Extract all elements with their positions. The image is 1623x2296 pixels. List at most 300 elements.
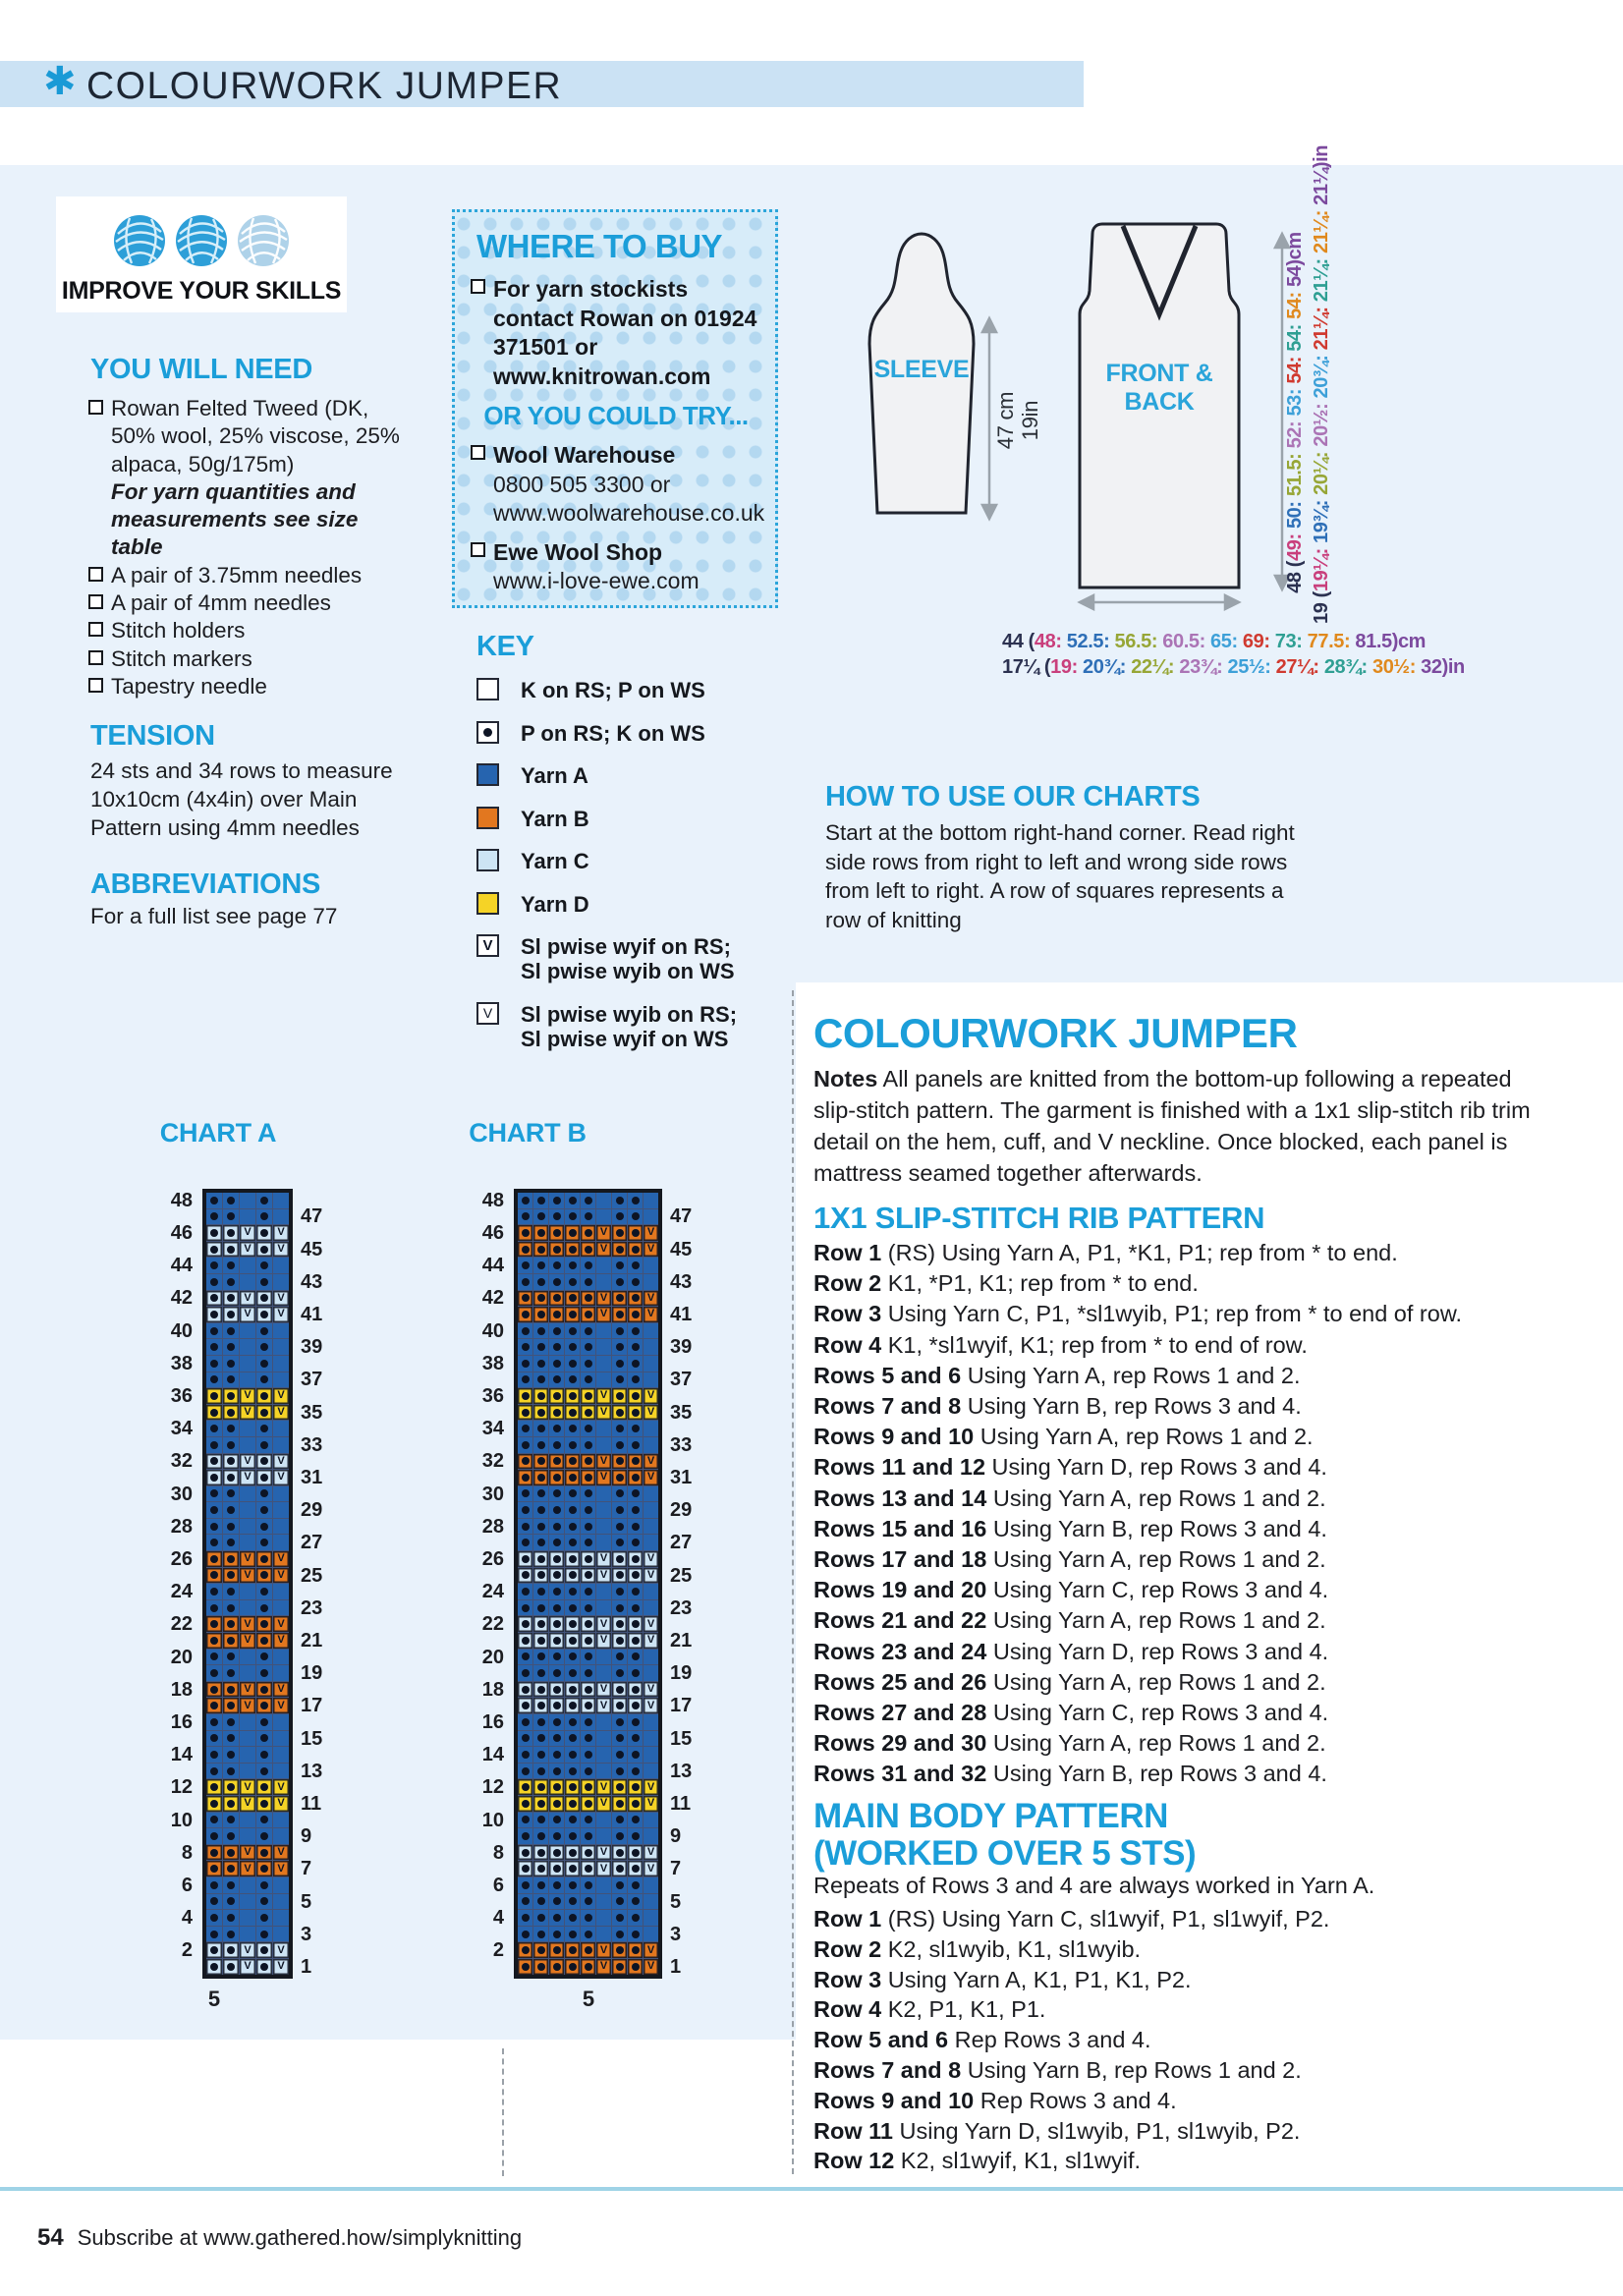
checkbox-icon [88, 622, 103, 637]
purl-dot-glyph [585, 1588, 592, 1596]
slip-v-glyph: V [244, 1780, 252, 1793]
chart-row-number: 33 [670, 1433, 693, 1456]
chart-cell [612, 1731, 627, 1747]
chart-cell [206, 1388, 222, 1404]
purl-dot-glyph [632, 1571, 640, 1579]
purl-dot-glyph [210, 1327, 218, 1335]
chart-cell [612, 1927, 627, 1942]
chart-cell [223, 1845, 239, 1861]
chart-cell [240, 1519, 255, 1535]
pattern-row-text: K2, sl1wyib, K1, sl1wyib. [881, 1935, 1142, 1962]
chart-cell [223, 1242, 239, 1258]
chart-cell [223, 1942, 239, 1958]
checklist-item-text: Stitch holders [111, 618, 246, 644]
purl-dot-glyph [616, 1212, 624, 1220]
purl-dot-glyph [227, 1212, 235, 1220]
chart-cell [549, 1796, 564, 1812]
purl-dot-glyph [569, 1457, 577, 1465]
chart-cell [518, 1682, 532, 1698]
purl-dot-glyph [210, 1800, 218, 1808]
chart-cell [596, 1519, 611, 1535]
chart-cell [549, 1388, 564, 1404]
chart-cell [549, 1323, 564, 1339]
purl-dot-glyph [569, 1489, 577, 1497]
chart-cell [596, 1682, 611, 1698]
chart-row-number: 19 [301, 1662, 323, 1685]
purl-dot-glyph [537, 1702, 545, 1709]
purl-dot-glyph [210, 1865, 218, 1873]
pattern-row [813, 1361, 1560, 1391]
pattern-row [813, 1575, 1560, 1605]
purl-dot-glyph [210, 1832, 218, 1840]
purl-dot-glyph [260, 1914, 268, 1922]
purl-dot-glyph [585, 1702, 592, 1709]
purl-dot-glyph [569, 1734, 577, 1742]
chart-cell [628, 1877, 643, 1893]
pattern-row-label: Row 3 [813, 1966, 882, 1992]
slip-v-glyph: V [277, 1617, 285, 1630]
chart-cell [533, 1225, 548, 1241]
chart-cell [628, 1356, 643, 1372]
chart-cell [206, 1747, 222, 1763]
slip-v-glyph: V [599, 1226, 608, 1239]
pattern-row [813, 2055, 1560, 2086]
chart-cell [273, 1682, 289, 1698]
chart-row-number: 20 [170, 1646, 193, 1668]
purl-dot-glyph [553, 1261, 561, 1269]
chart-cell [240, 1568, 255, 1584]
chart-row-number: 26 [481, 1548, 504, 1570]
purl-dot-glyph [553, 1523, 561, 1531]
purl-dot-glyph [210, 1931, 218, 1938]
purl-dot-glyph [569, 1849, 577, 1857]
chart-cell [644, 1877, 658, 1893]
slip-v-glyph: V [646, 1862, 655, 1875]
purl-dot-glyph [632, 1327, 640, 1335]
chart-cell [644, 1193, 658, 1208]
chart-cell [612, 1813, 627, 1828]
purl-dot-glyph [227, 1229, 235, 1237]
chart-cell [581, 1372, 595, 1388]
chart-cell [206, 1339, 222, 1355]
purl-dot-glyph [632, 1229, 640, 1237]
chart-cell [223, 1519, 239, 1535]
chart-cell [596, 1714, 611, 1730]
pattern-row-label: Row 11 [813, 2117, 893, 2144]
chart-cell [273, 1731, 289, 1747]
chart-cell [565, 1828, 580, 1844]
chart-cell [612, 1437, 627, 1453]
chart-cell [256, 1813, 272, 1828]
purl-dot-glyph [522, 1360, 530, 1368]
chart-cell [565, 1616, 580, 1632]
chart-row-number: 27 [301, 1532, 323, 1554]
chart-cell [533, 1291, 548, 1307]
chart-cell [628, 1437, 643, 1453]
purl-dot-glyph [585, 1637, 592, 1645]
chart-cell [273, 1584, 289, 1599]
size-token: 48: [1034, 631, 1067, 652]
chart-cell [644, 1388, 658, 1404]
chart-cell [273, 1242, 289, 1258]
shops-list [471, 441, 765, 596]
slip-v-glyph: V [599, 1683, 608, 1696]
chart-cell [628, 1291, 643, 1307]
size-token: 53: [1284, 383, 1306, 417]
purl-dot-glyph [632, 1278, 640, 1286]
chart-cell [628, 1650, 643, 1665]
chart-cell [206, 1568, 222, 1584]
purl-dot-glyph [537, 1311, 545, 1318]
purl-dot-glyph [537, 1294, 545, 1302]
purl-dot-glyph [585, 1229, 592, 1237]
purl-dot-glyph [553, 1718, 561, 1726]
chart-cell [256, 1927, 272, 1942]
purl-dot-glyph [632, 1751, 640, 1759]
chart-cell [549, 1470, 564, 1485]
chart-row-number: 25 [670, 1564, 693, 1587]
purl-dot-glyph [260, 1261, 268, 1269]
chart-cell [612, 1551, 627, 1567]
chart-cell [518, 1242, 532, 1258]
pattern-row [813, 1904, 1560, 1934]
purl-dot-glyph [585, 1946, 592, 1954]
size-token: 56.5: [1114, 631, 1163, 652]
slip-v-glyph: V [646, 1291, 655, 1304]
purl-dot-glyph [616, 1914, 624, 1922]
chart-row-number: 29 [670, 1499, 693, 1522]
chart-row-number: 6 [181, 1875, 193, 1896]
chart-cell [240, 1747, 255, 1763]
chart-cell [273, 1959, 289, 1975]
slip-v-glyph: V [599, 1568, 608, 1581]
purl-dot-glyph [632, 1474, 640, 1482]
chart-cell [518, 1779, 532, 1795]
purl-dot-glyph [553, 1555, 561, 1563]
size-token: 32)in [1421, 656, 1465, 678]
chart-cell [256, 1323, 272, 1339]
chart-cell [581, 1747, 595, 1763]
chart-cell [628, 1486, 643, 1502]
main-body-heading [813, 1798, 1196, 1873]
slip-v-glyph: V [599, 1617, 608, 1630]
pattern-row-label: Rows 21 and 22 [813, 1607, 987, 1634]
purl-dot-glyph [569, 1702, 577, 1709]
chart-cell [549, 1225, 564, 1241]
purl-dot-glyph [569, 1783, 577, 1791]
key-entry-label [521, 678, 705, 702]
purl-dot-glyph [522, 1816, 530, 1823]
key-label-line: Sl pwise wyib on WS [521, 959, 735, 983]
chart-cell [533, 1193, 548, 1208]
purl-dot-glyph [616, 1963, 624, 1971]
chart-cell [256, 1388, 272, 1404]
chart-cell [581, 1258, 595, 1273]
key-label-line: Yarn D [521, 891, 589, 917]
chart-cell [273, 1291, 289, 1307]
purl-dot-glyph [585, 1278, 592, 1286]
chart-cell [581, 1421, 595, 1436]
pattern-row-label: Row 2 [813, 1935, 882, 1962]
chart-cell [223, 1551, 239, 1567]
chart-cell [533, 1584, 548, 1599]
purl-dot-glyph [522, 1897, 530, 1905]
chart-b-title: CHART B [469, 1118, 587, 1148]
chart-cell [644, 1682, 658, 1698]
chart-cell [533, 1616, 548, 1632]
chart-cell [581, 1454, 595, 1470]
purl-dot-glyph [260, 1523, 268, 1531]
chart-cell [273, 1307, 289, 1322]
key-entry [476, 721, 801, 746]
purl-dot-glyph [260, 1783, 268, 1791]
purl-dot-glyph [210, 1783, 218, 1791]
purl-dot-glyph [210, 1637, 218, 1645]
chart-cell [518, 1764, 532, 1779]
chart-cell [223, 1356, 239, 1372]
chart-cell [596, 1274, 611, 1290]
chart-cell [565, 1242, 580, 1258]
purl-dot-glyph [632, 1425, 640, 1432]
pattern-row-text: Using Yarn C, rep Rows 3 and 4. [986, 1700, 1329, 1726]
purl-dot-glyph [585, 1474, 592, 1482]
chart-cell [518, 1193, 532, 1208]
pattern-row-text: Using Yarn B, rep Rows 3 and 4. [961, 1393, 1302, 1420]
purl-dot-glyph [227, 1816, 235, 1823]
chart-row-number: 18 [170, 1678, 193, 1701]
chart-cell [628, 1861, 643, 1876]
chart-row-number: 28 [481, 1515, 504, 1538]
key-entry [476, 849, 801, 873]
dot-glyph [483, 728, 492, 737]
chart-cell [533, 1861, 548, 1876]
chart-cell [273, 1274, 289, 1290]
purl-dot-glyph [227, 1197, 235, 1204]
purl-dot-glyph [260, 1702, 268, 1709]
chart-cell [628, 1959, 643, 1975]
purl-dot-glyph [210, 1375, 218, 1383]
chart-cell [612, 1568, 627, 1584]
chart-cell [206, 1894, 222, 1910]
chart-cell [612, 1405, 627, 1421]
chart-cell [644, 1894, 658, 1910]
chart-row-number: 10 [481, 1809, 504, 1831]
purl-dot-glyph [537, 1278, 545, 1286]
yarn-a-icon [476, 763, 499, 786]
chart-cell [596, 1731, 611, 1747]
slip-v-glyph: V [244, 1943, 252, 1956]
purl-dot-glyph [585, 1767, 592, 1775]
purl-dot-glyph [227, 1946, 235, 1954]
shop-item [471, 441, 761, 471]
chart-cell [581, 1779, 595, 1795]
chart-cell [612, 1959, 627, 1975]
chart-row-number: 13 [670, 1760, 693, 1782]
pattern-row [813, 1637, 1560, 1667]
chart-cell [518, 1616, 532, 1632]
chart-cell [612, 1796, 627, 1812]
chart-cell [518, 1796, 532, 1812]
chart-cell [581, 1405, 595, 1421]
checklist-item [88, 645, 403, 673]
purl-dot-glyph [522, 1620, 530, 1628]
purl-dot-glyph [260, 1294, 268, 1302]
chart-cell [206, 1209, 222, 1225]
purl-dot-glyph [227, 1425, 235, 1432]
chart-cell [549, 1437, 564, 1453]
purl-dot-glyph [537, 1620, 545, 1628]
purl-dot-glyph [537, 1555, 545, 1563]
chart-cell [533, 1650, 548, 1665]
chart-cell [223, 1616, 239, 1632]
chart-cell [612, 1421, 627, 1436]
chart-row-number: 4 [492, 1907, 504, 1930]
chart-cell [644, 1339, 658, 1355]
chart-row-number: 5 [301, 1890, 312, 1913]
chart-cell [533, 1339, 548, 1355]
chart-cell [565, 1650, 580, 1665]
checkbox-icon [88, 400, 103, 415]
chart-row-number: 12 [481, 1776, 504, 1799]
size-token: 48 ( [1284, 560, 1306, 593]
pattern-row-text: (RS) Using Yarn A, P1, *K1, P1; rep from * to end. [881, 1240, 1398, 1265]
purl-dot-glyph [537, 1360, 545, 1368]
chart-cell [206, 1633, 222, 1649]
size-token: 69: [1242, 631, 1275, 652]
chart-row-number: 22 [481, 1613, 504, 1636]
chart-cell [596, 1796, 611, 1812]
purl-dot-glyph [632, 1832, 640, 1840]
chart-cell [581, 1682, 595, 1698]
chart-row-number: 15 [301, 1727, 323, 1750]
chart-cell [612, 1714, 627, 1730]
chart-cell [240, 1828, 255, 1844]
checkbox-icon [471, 445, 485, 460]
chart-cell [581, 1665, 595, 1681]
chart-cell [533, 1519, 548, 1535]
purl-dot-glyph [227, 1751, 235, 1759]
slip-v-glyph: V [646, 1406, 655, 1419]
column-divider-dashed-short [502, 2048, 504, 2176]
purl-dot-glyph [616, 1702, 624, 1709]
chart-cell [518, 1535, 532, 1550]
purl-dot-glyph [537, 1767, 545, 1775]
purl-dot-glyph [585, 1571, 592, 1579]
slip-v-glyph: V [599, 1699, 608, 1711]
purl-dot-glyph [632, 1865, 640, 1873]
purl-dot-glyph [585, 1311, 592, 1318]
chart-cell [628, 1796, 643, 1812]
chart-cell [256, 1650, 272, 1665]
chart-cell [612, 1894, 627, 1910]
key-heading: KEY [476, 631, 534, 662]
chart-cell [223, 1209, 239, 1225]
yarn-ball-icon [238, 215, 289, 266]
chart-cell [518, 1665, 532, 1681]
chart-row-number: 18 [481, 1678, 504, 1701]
purl-dot-glyph [260, 1963, 268, 1971]
where-to-buy-box [452, 209, 778, 608]
chart-cell [240, 1551, 255, 1567]
chart-cell [565, 1291, 580, 1307]
purl-dot-glyph [616, 1620, 624, 1628]
size-token: 73: [1274, 631, 1308, 652]
purl-dot-glyph [553, 1652, 561, 1660]
chart-cell [581, 1927, 595, 1942]
chart-cell [256, 1242, 272, 1258]
chart-cell [533, 1779, 548, 1795]
chart-cell [596, 1535, 611, 1550]
pattern-row-text: Using Yarn D, rep Rows 3 and 4. [985, 1454, 1327, 1481]
chart-cell [240, 1877, 255, 1893]
yarn-ball-icon [114, 215, 165, 266]
key-entry-label [521, 807, 589, 831]
checklist-item-text: A pair of 4mm needles [111, 590, 331, 616]
slip-v-glyph: V [599, 1862, 608, 1875]
chart-row-number: 36 [481, 1385, 504, 1407]
purl-dot-glyph [260, 1555, 268, 1563]
chart-cell [596, 1470, 611, 1485]
chart-cell [240, 1405, 255, 1421]
purl-dot-glyph [616, 1897, 624, 1905]
chart-cell [612, 1747, 627, 1763]
chart-cell [612, 1258, 627, 1273]
pattern-row-label: Rows 23 and 24 [813, 1638, 987, 1664]
footer-text: Subscribe at www.gathered.how/simplyknitting [77, 2225, 523, 2250]
purl-dot-glyph [537, 1474, 545, 1482]
chart-cell [565, 1551, 580, 1567]
chart-cell [549, 1502, 564, 1518]
chart-cell [549, 1535, 564, 1550]
chart-cell [533, 1437, 548, 1453]
purl-dot-glyph [537, 1506, 545, 1514]
chart-cell [273, 1551, 289, 1567]
chart-cell [256, 1779, 272, 1795]
chart-cell [628, 1584, 643, 1599]
purl-dot-glyph [569, 1409, 577, 1417]
chart-cell [565, 1454, 580, 1470]
chart-row-number: 29 [301, 1499, 323, 1522]
purl-dot-glyph [616, 1197, 624, 1204]
purl-dot-glyph [632, 1212, 640, 1220]
chart-cell [549, 1421, 564, 1436]
purl-dot-glyph [227, 1931, 235, 1938]
slip-v-glyph: V [646, 1552, 655, 1565]
purl-dot-glyph [553, 1931, 561, 1938]
purl-dot-glyph [227, 1523, 235, 1531]
purl-dot-glyph [522, 1261, 530, 1269]
chart-cell [565, 1356, 580, 1372]
chart-cell [596, 1323, 611, 1339]
chart-cell [612, 1942, 627, 1958]
chart-cell [256, 1845, 272, 1861]
chart-cell [206, 1779, 222, 1795]
purl-dot-glyph [569, 1278, 577, 1286]
chart-cell [223, 1779, 239, 1795]
chart-cell [612, 1486, 627, 1502]
purl-dot-glyph [569, 1897, 577, 1905]
chart-cell [240, 1470, 255, 1485]
chart-cell [644, 1274, 658, 1290]
purl-dot-glyph [553, 1637, 561, 1645]
chart-cell [565, 1714, 580, 1730]
chart-cell [273, 1225, 289, 1241]
yarn-ball-icon [176, 215, 227, 266]
chart-row-number: 32 [481, 1450, 504, 1473]
chart-cell [581, 1764, 595, 1779]
purl-dot-glyph [553, 1457, 561, 1465]
chart-cell [240, 1682, 255, 1698]
